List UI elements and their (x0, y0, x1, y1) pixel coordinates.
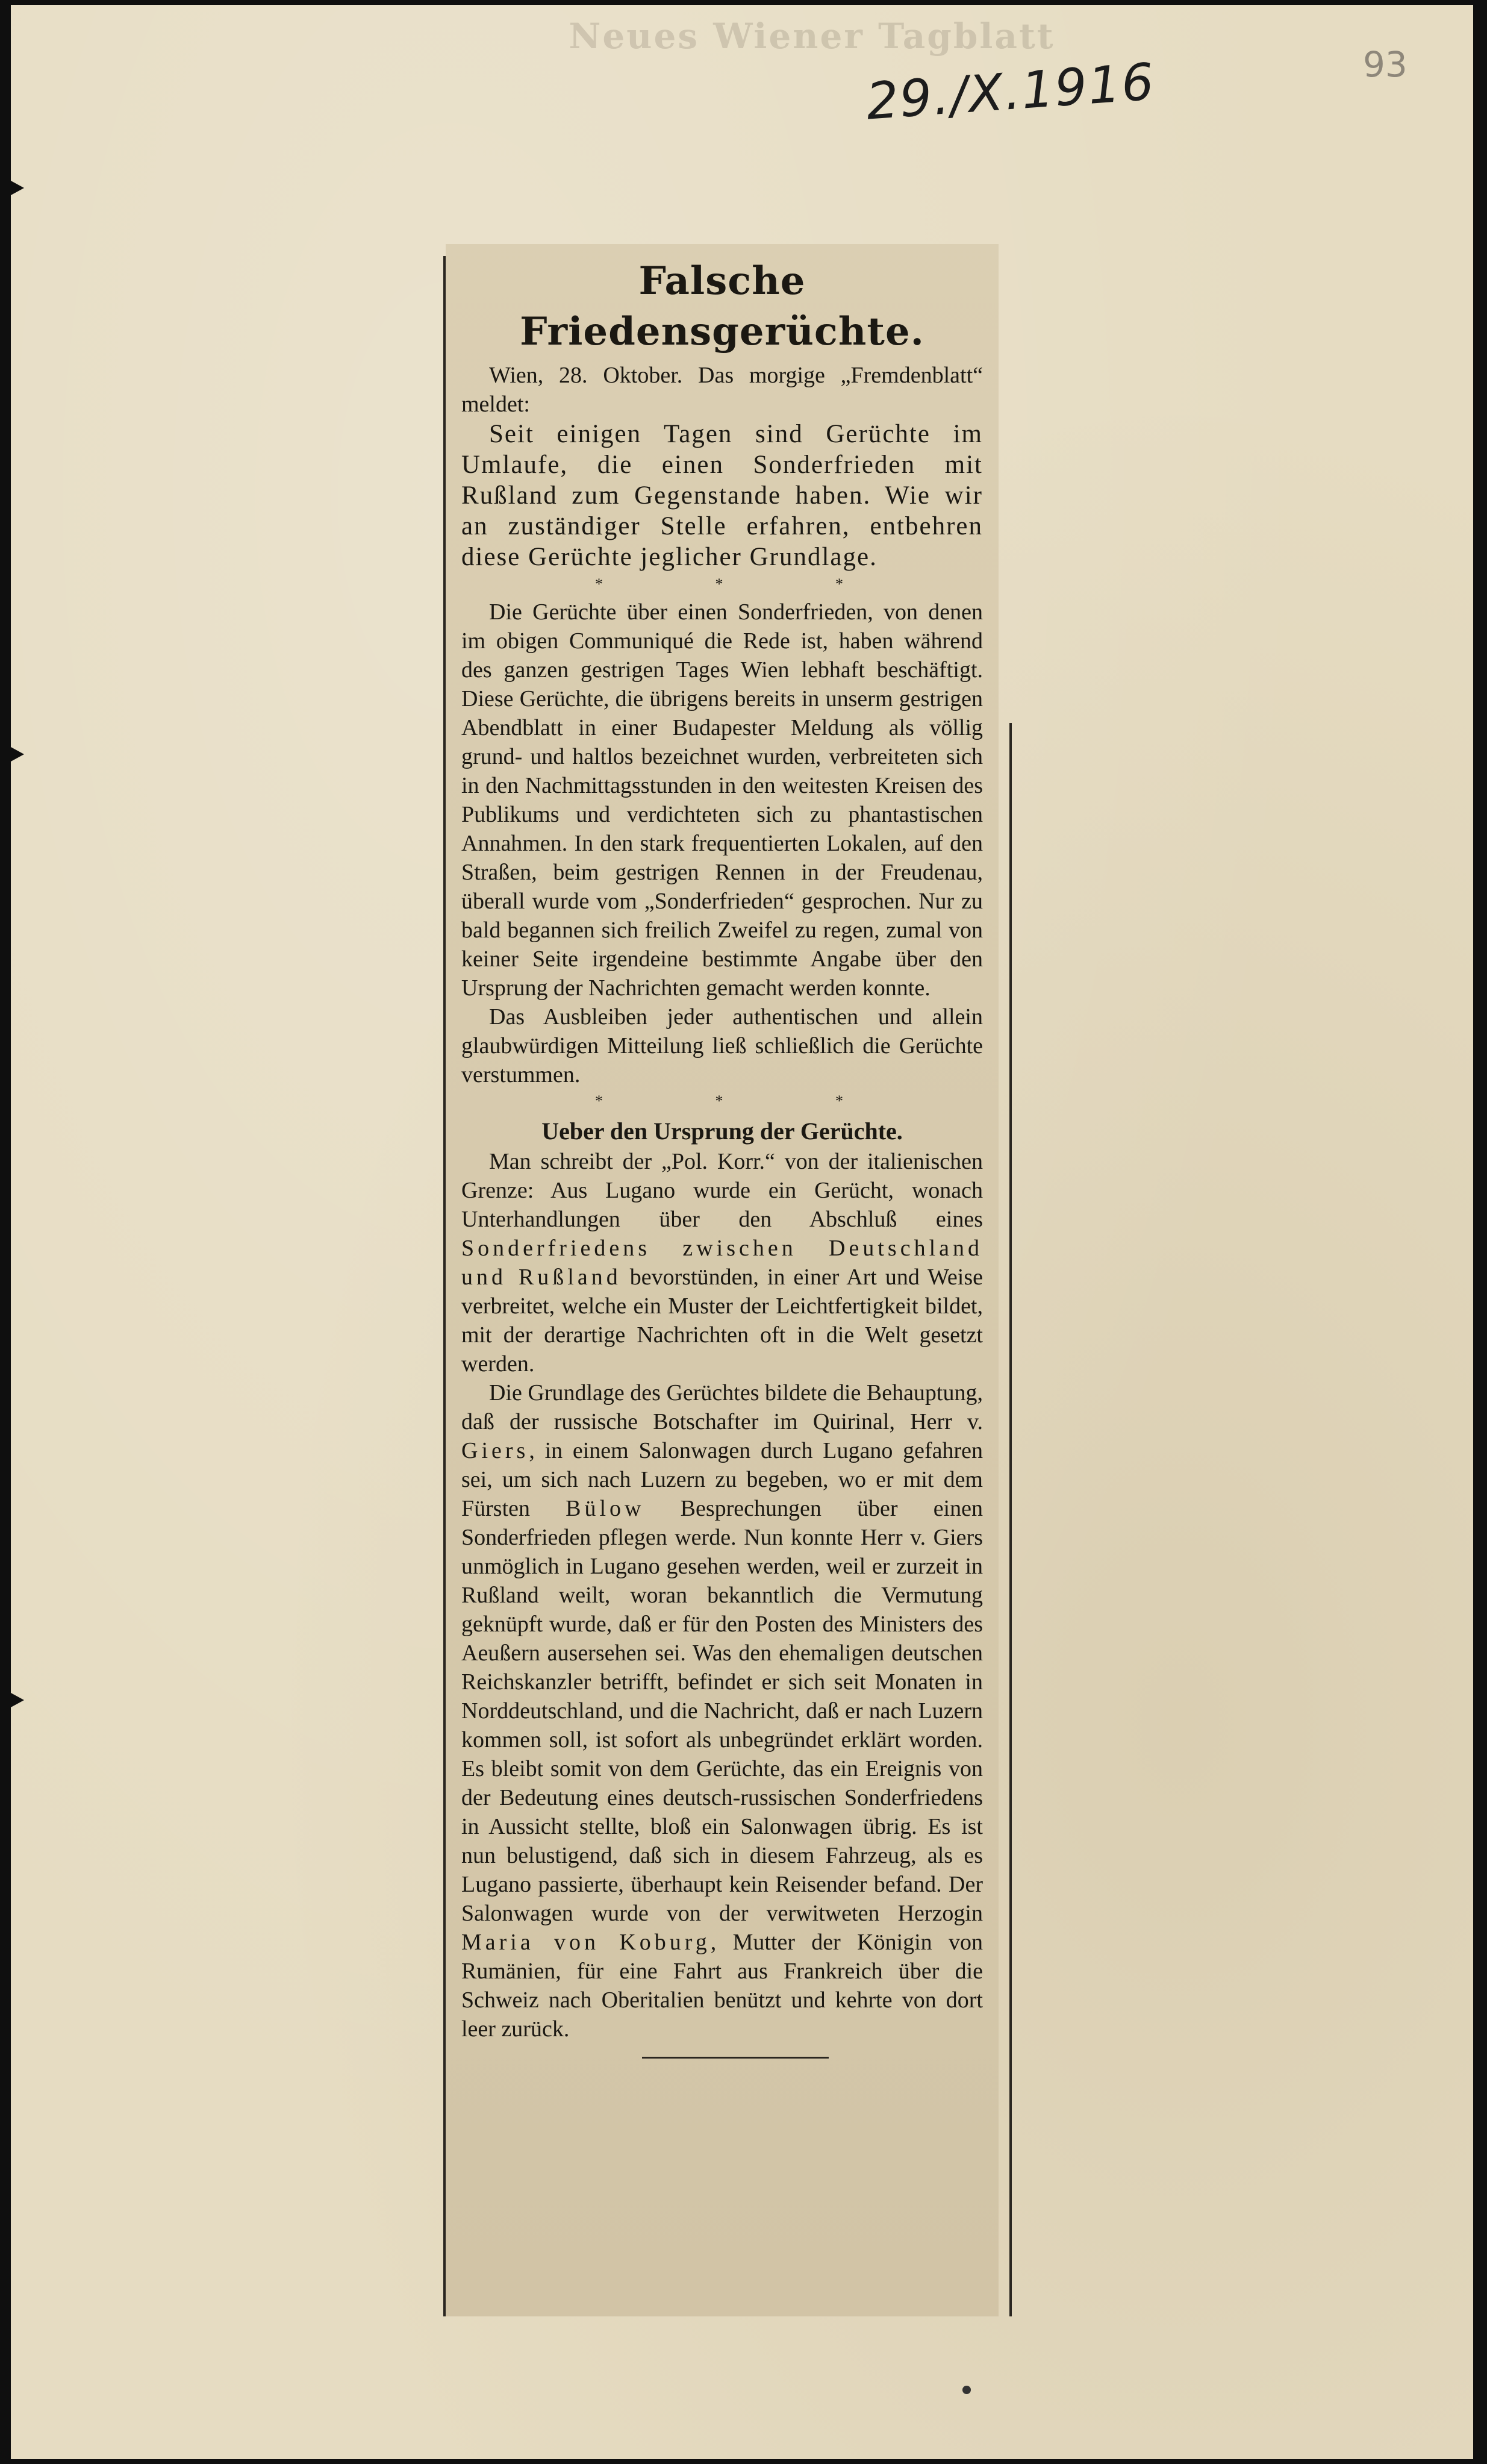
text-run: , Mutter der Königin von Rumänien, für eine Fahrt aus Frankreich über die Schweiz nach Oberitalien benützt und kehrte von dort leer zurück. (461, 1930, 983, 2042)
section-separator: * * * (595, 575, 897, 593)
article-paragraph (461, 1147, 983, 1378)
paper-tear-mark (11, 747, 24, 761)
text-run: bevorstünden, in einer Art und Weise verbreitet, welche ein Muster der Leichtfertigkeit bildet, mit der derartige Nachrichten oft in die Welt gesetzt werden. (461, 1265, 983, 1377)
article-subheading: Ueber den Ursprung der Gerüchte. (541, 1118, 903, 1145)
article-title: Falsche Friedensgerüchte. (520, 258, 924, 354)
paper-tear-mark (11, 1693, 24, 1707)
article-lead: Seit einigen Tagen sind Gerüchte im Umlaufe, die einen Sonderfrieden mit Rußland zum Gegenstande haben. Wie wir an zuständiger Stelle erfahren, entbehren diese Gerüchte jeglicher Grundlage. (461, 420, 983, 571)
article-dateline: Wien, 28. Oktober. Das morgige „Fremdenblatt“ meldet: (461, 363, 983, 417)
clipping-edge-right (1009, 723, 1012, 2316)
text-run: , in einem Salonwagen durch Lugano gefahren sei, um sich nach Luzern zu begeben, wo er mit dem Fürsten (461, 1438, 983, 1521)
paper-speck (962, 2386, 971, 2394)
article-paragraph: Das Ausbleiben jeder authentischen und allein glaubwürdigen Mitteilung ließ schließlich die Gerüchte verstummen. (461, 1004, 983, 1087)
page-number: 93 (1363, 44, 1408, 85)
section-separator: * * * (595, 1092, 897, 1110)
article-paragraph: Die Gerüchte über einen Sonderfrieden, von denen im obigen Communiqué die Rede ist, haben während des ganzen gestrigen Tages Wien lebhaft beschäftigt. Diese Gerüchte, die übrigens bereits in unserm gestrigen Abendblatt in einer Budapester Meldung als völlig grund- und haltlos bezeichnet wurden, verbreiteten sich in den Nachmittagsstunden in den weitesten Kreisen des Publikums und verdichteten sich zu phantastischen Annahmen. In den stark frequentierten Lokalen, auf den Straßen, beim gestrigen Rennen in der Freudenau, überall wurde vom „Sonderfrieden“ gesprochen. Nur zu bald begannen sich freilich Zweifel zu regen, zumal von keiner Seite irgendeine bestimmte Angabe über den Ursprung der Nachrichten gemacht werden konnte. (461, 599, 983, 1001)
end-rule (642, 2057, 829, 2059)
handwritten-date: 29./X.1916 (864, 52, 1157, 131)
spaced-text-run: Bülow (566, 1496, 645, 1521)
text-run: Man schreibt der „Pol. Korr.“ von der italienischen Grenze: Aus Lugano wurde ein Gerücht, wonach Unterhandlungen über den Abschluß eines (461, 1149, 983, 1232)
text-run: Die Grundlage des Gerüchtes bildete die Behauptung, daß der russische Botschafter im Quirinal, Herr v. (461, 1380, 983, 1434)
spaced-text-run: Maria von Koburg (461, 1930, 711, 1955)
newspaper-clipping (446, 244, 999, 2316)
newspaper-stamp: Neues Wiener Tagblatt (569, 16, 1055, 57)
text-run: Besprechungen über einen Sonderfrieden pflegen werde. Nun konnte Herr v. Giers unmöglich in Lugano gesehen werden, weil er zurzeit in Rußland weilt, woran bekanntlich die Vermutung geknüpft wurde, daß er für den Posten des Ministers des Aeußern ausersehen sei. Was den ehemaligen deutschen Reichskanzler betrifft, befindet er sich seit Monaten in Norddeutschland, und die Nachricht, daß er nach Luzern kommen soll, ist sofort als unbegründet erklärt worden. Es bleibt somit von dem Gerüchte, das ein Ereignis von der Bedeutung eines deutsch-russischen Sonderfriedens in Aussicht stellte, bloß ein Salonwagen übrig. Es ist nun belustigend, daß sich in diesem Fahrzeug, als es Lugano passierte, überhaupt kein Reisender befand. Der Salonwagen wurde von der verwitweten Herzogin (461, 1496, 983, 1926)
article-paragraph (461, 1378, 983, 2043)
spaced-text-run: Giers (461, 1438, 529, 1463)
paper-tear-mark (11, 181, 24, 195)
spaced-text-run: Sonderfriedens zwischen Deutschland und Rußland (461, 1236, 983, 1290)
